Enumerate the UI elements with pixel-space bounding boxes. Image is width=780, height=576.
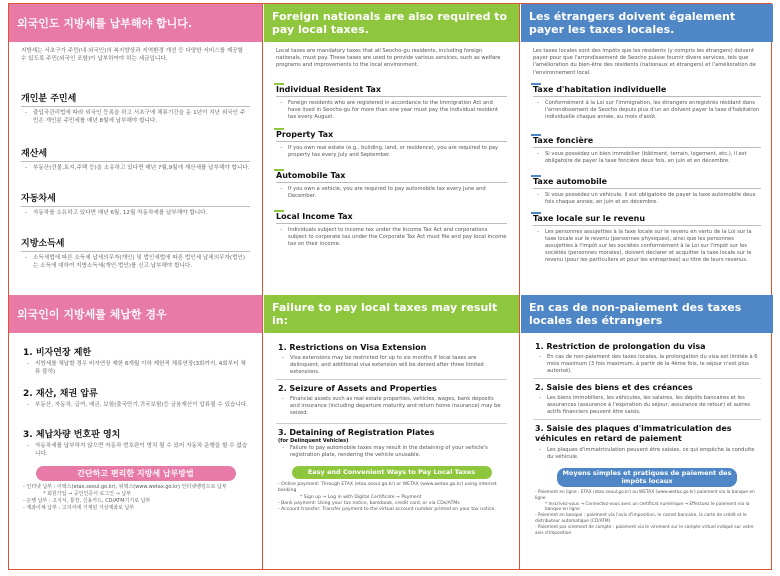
korean-tax-section (9, 88, 262, 286)
tax-body: - Conformément à la Loi sur l'immigration, les étrangers enregistrés résidant dans l'arrondissement de Seocho depuis plus d'un an doivent payer la taxe d'habitation individuelle chaque année, au mois d'août. (533, 97, 761, 133)
english-pay-list (264, 482, 519, 513)
pay-line: - Online payment: Through ETAX (etax.seoul.go.kr) or WETAX (www.wetax.go.kr) using internet banking (278, 482, 497, 494)
fail-item-body: - Failure to pay automobile taxes may result in the detaining of your vehicle's registration plate, rendering the vehicle unusable. (278, 444, 505, 462)
korean-fail-item (9, 382, 262, 423)
french-fail-item (521, 420, 773, 464)
fail-item-body: - Les biens immobiliers, les véhicules, les salaires, les dépôts bancaires et les assurances (assurance à l'expiration du séjour, assurance de retour) et autres actifs financiers peuvent être saisis. (535, 394, 759, 419)
fail-item-body: - Visa extensions may be restricted for up to six months if local taxes are delinquent, and additional visa extension will be denied after three limited extensions. (278, 354, 505, 379)
tax-body: - If you own a vehicle, you are required to pay automobile tax every June and December. (276, 183, 507, 209)
french-fail-item (521, 379, 773, 419)
tax-title: Individual Resident Tax (276, 82, 507, 97)
french-fail-title: En cas de non-paiement des taxes locales des étrangers (529, 301, 742, 327)
tax-title: Taxe foncière (533, 133, 761, 148)
fail-item-title: 1. 비자연장 제한 (23, 348, 92, 358)
pay-line: - Paiement en banque : paiement via l'avis d'imposition, le carnet bancaire, la carte de crédit et le distributeur automatique (CD/ATM) (535, 513, 747, 524)
pay-line: - Account transfer: Transfer payment to the virtual account number printed on your tax notice. (278, 507, 496, 513)
tax-title: Taxe locale sur le revenu (533, 211, 761, 226)
tax-body: - Foreign residents who are registered in accordance to the Immigration Act and have lived in Seocho-gu for more than one year must pay the individual resident tax every August. (276, 97, 507, 127)
pay-line: * Sign up → Log in with Digital Certificate → Payment (300, 494, 422, 500)
korean-intro: 지방세는 서초구가 주민(내·외국인)의 복지향상과 지역환경 개선 등 다양한 서비스를 제공할 수 있도록 주민(외국인 포함)이 납부하여야 하는 세금입니다. (21, 48, 244, 62)
tax-body: - Si vous possédez un bien immobilier (bâtiment, terrain, logement, etc.), il est obligatoire de payer la taxe foncière deux fois, en juin et en décembre. (533, 148, 761, 174)
english-fail-item (264, 339, 519, 379)
french-tax-section (521, 82, 773, 267)
korean-fail-item (9, 423, 262, 462)
tax-body: - 소득세법에 따른 소득세 납세의무자(개인) 및 법인세법에 따른 법인세 납세의무자(법인)는 소득에 대하여 지방소득세(개인·법인)를 신고·납부해야 합니다. (21, 252, 250, 286)
korean-column (9, 4, 263, 569)
english-fail-title: Failure to pay local taxes may result in: (272, 301, 498, 327)
english-fail-item (264, 380, 519, 423)
tax-title: 재산세 (21, 143, 250, 162)
fail-item-title: 2. Seizure of Assets and Properties (278, 384, 437, 393)
fail-item-body: - 지방세를 체납할 경우 비자연장 제한 6개월 이하 제한적 체류연장(3회까지, 4회부터 체류 불허) (23, 360, 248, 382)
tax-body: - Individuals subject to income tax under the Income Tax Act and corporations subject to corporate tax under the Corporate Tax Act must file and pay local income tax on their income. (276, 224, 507, 252)
pay-line: * Inscrivez-vous → Connectez-vous avec un certificat numérique → Effectuez le paiement via la banque en ligne (545, 501, 750, 513)
english-pay-title: Easy and Convenient Ways to Pay Local Taxes (292, 466, 492, 479)
tax-title: 개인분 주민세 (21, 88, 250, 107)
pay-line: - 인터넷 납부 : 이택스(etax.seoul.go.kr), 위택스(www.wetax.go.kr) 인터넷뱅킹으로 납부 (23, 484, 227, 490)
tax-body: - 출입국관리법에 따라 외국인 등록을 하고 서초구에 체류기간을 둔 1년이 지난 외국인 주민은 개인분 주민세를 매년 8월에 납부해야 합니다. (21, 107, 250, 143)
fail-item-title: 1. Restrictions on Visa Extension (278, 343, 427, 352)
english-intro: Local taxes are mandatory taxes that all Seocho-gu residents, including foreign nationals, must pay. These taxes are used to provide various services, such as welfare programs and improvements to the local environment. (276, 48, 501, 69)
korean-fail-title: 외국인이 지방세를 체납한 경우 (17, 307, 167, 321)
pay-line: - Bank payment: Using your tax notice, bankbook, credit card, or via CDs/ATMs (278, 500, 460, 506)
french-pay-list (521, 490, 773, 536)
tax-body: - 자동차를 소유하고 있다면 매년 6월, 12월 자동차세를 납부해야 합니다. (21, 207, 250, 233)
tax-body: - Si vous possédez un véhicule, il est obligatoire de payer la taxe automobile deux fois chaque année, en juin et en décembre. (533, 189, 761, 211)
tax-title: Taxe automobile (533, 174, 761, 189)
fail-item-title: 1. Restriction de prolongation du visa (535, 342, 706, 351)
french-pay-title: Moyens simples et pratiques de paiement des impôts locaux (557, 468, 737, 487)
pay-line: - Paiement par virement de compte : paiement via le virement sur le compte virtuel indiqué sur votre avis d'imposition (535, 524, 754, 536)
tax-body: - 부동산(건물,토지,주택 등)을 소유하고 있다면 매년 7월,9월에 재산세를 납부해야 합니다. (21, 162, 250, 188)
pay-line: - Paiement en ligne : ETAX (etax.seoul.go.kr) ou WETAX (www.wetax.go.kr) paiement via la banque en ligne (535, 490, 755, 501)
fail-item-body: - En cas de non-paiement des taxes locales, la prolongation du visa est limitée à 6 mois maximum (3 fois maximum, à partir de la 4ème fois, le séjour n'est plus autorisé). (535, 353, 759, 378)
fail-item-title: 3. 체납차량 번호판 영치 (23, 430, 121, 440)
fail-item-body: - Les plaques d'immatriculation peuvent être saisies, ce qui empêche la conduite du véhicule. (535, 446, 759, 464)
fail-item-title: 2. Saisie des biens et des créances (535, 383, 693, 392)
header-arrow (519, 295, 520, 333)
french-fail-header (521, 295, 773, 333)
french-fail-item (521, 338, 773, 378)
header-arrow (262, 295, 263, 333)
header-arrow (262, 4, 263, 42)
pay-line: * 회원가입 → 공인인증서 로그인 → 납부 (43, 491, 132, 497)
brochure-frame (8, 3, 772, 570)
french-header (521, 4, 773, 42)
pay-line: - 계좌이체 납부 : 고지서에 기재된 가상계좌로 납부 (23, 505, 135, 511)
tax-title: Automobile Tax (276, 168, 507, 183)
french-header-title: Les étrangers doivent également payer les taxes locales. (529, 10, 736, 36)
english-tax-section (264, 82, 519, 252)
fail-item-title: 2. 재산, 채권 압류 (23, 389, 98, 399)
english-fail-header (264, 295, 519, 333)
korean-fail-header (9, 295, 262, 333)
korean-pay-title: 간단하고 편리한 지방세 납부방법 (36, 466, 236, 481)
korean-fail-item (9, 341, 262, 382)
english-header (264, 4, 519, 42)
korean-pay-list (9, 484, 262, 512)
english-fail-item (264, 424, 519, 462)
korean-header-title: 외국인도 지방세를 납부해야 합니다. (17, 16, 193, 30)
tax-body: - If you own real estate (e.g., building, land, or residence), you are required to pay property tax every July and September. (276, 142, 507, 168)
fail-item-body: - Financial assets such as real estate properties, vehicles, wages, bank deposits and insurance (including departure maturity and return home insurance) may be seized. (278, 395, 505, 423)
french-intro: Les taxes locales sont des impôts que les résidents (y compris les étrangers) doivent payer pour que l'arrondissement de Seocho puisse fournir divers services, tels que l'amélioration du bien-être des résidents (nationaux et étrangers) et l'amélioration de l'environnement local. (533, 48, 756, 76)
tax-title: Local Income Tax (276, 209, 507, 224)
header-arrow (519, 4, 520, 42)
fail-item-title: 3. Saisie des plaques d'immatriculation des véhicules en retard de paiement (535, 424, 732, 443)
tax-title: Property Tax (276, 127, 507, 142)
tax-title: 지방소득세 (21, 233, 250, 252)
fail-item-body: - 자동차세를 납부하지 않으면 자동차 번호판이 영치 될 수 있어 자동차 운행을 할 수 없습니다. (23, 442, 248, 462)
pay-line: - 은행 납부 : 고지서, 통장, 신용카드, CD/ATM기기로 납부 (23, 498, 151, 504)
korean-header (9, 4, 262, 42)
french-column (521, 4, 773, 569)
tax-title: Taxe d'habitation individuelle (533, 82, 761, 97)
fail-item-title: 3. Detaining of Registration Plates (278, 428, 435, 437)
fail-item-body: - 부동산, 자동차, 급여, 예금, 보험(출국만기,귀국보험)등 금융재산이 압류될 수 있습니다. (23, 401, 248, 423)
fail-item-subtitle: (for Delinquent Vehicles) (278, 438, 349, 444)
tax-body: - Les personnes assujetties à la taxe locale sur le revenu en vertu de la Loi sur la taxe locale sur le revenu (personnes physiques), ainsi que les personnes assujetties à l'impôt sur les sociétés conformément à la Loi sur l'impôt sur les sociétés (personnes morales), doivent déclarer et acquitter la taxe locale sur le revenu (pour les particuliers et pour les entreprises) au titre de leurs revenus. (533, 226, 761, 267)
tax-title: 자동차세 (21, 188, 250, 207)
english-header-title: Foreign nationals are also required to pay local taxes. (272, 10, 508, 36)
english-column (264, 4, 520, 569)
